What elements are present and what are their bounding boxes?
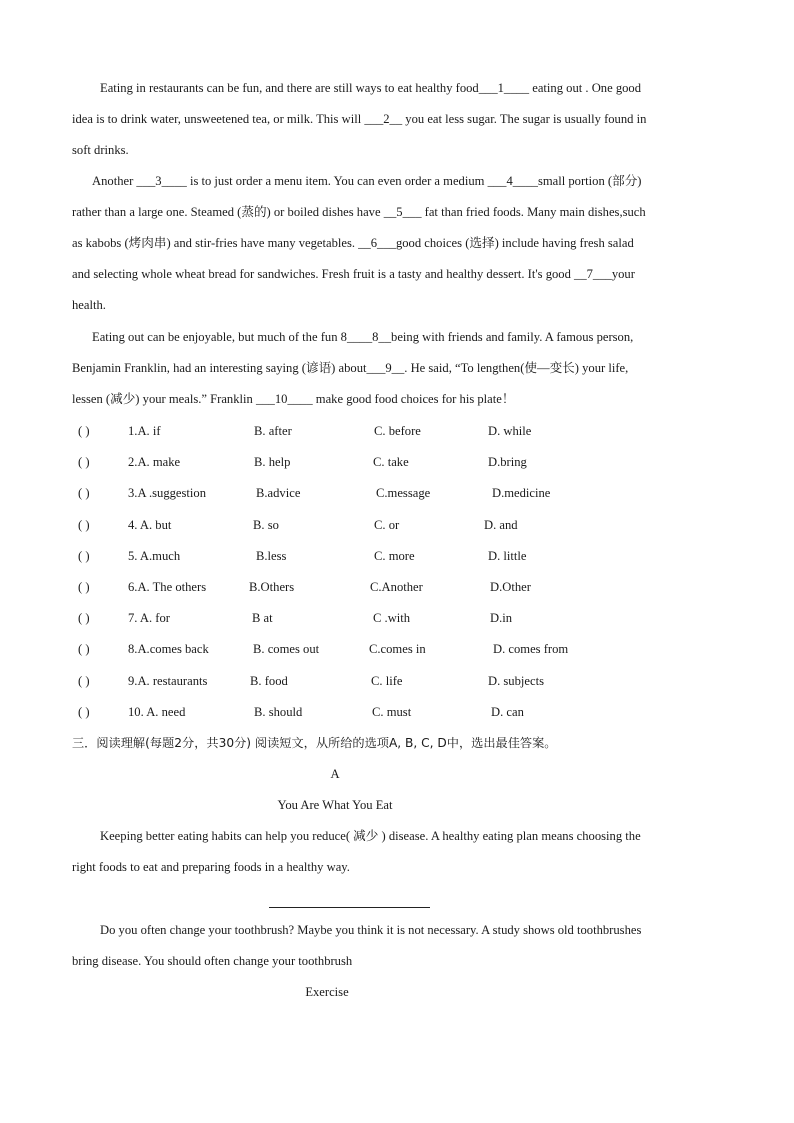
option-d: D. can — [491, 704, 524, 719]
option-a: 1.A. if — [128, 424, 161, 438]
question-row — [72, 510, 722, 541]
text-line: Benjamin Franklin, had an interesting saying (谚语) about___9__. He said, “To lengthen(使—变长) your life, — [72, 361, 629, 375]
blank-line — [269, 907, 430, 908]
text-line: and selecting whole wheat bread for sandwiches. Fresh fruit is a tasty and healthy dessert. It's good __7___your — [72, 267, 635, 281]
text-line: right foods to eat and preparing foods in a healthy way. — [72, 860, 350, 874]
passage-paragraph-3 — [72, 322, 724, 415]
option-a: 8.A.comes back — [128, 642, 209, 657]
option-a: 3.A .suggestion — [128, 486, 207, 501]
text-line: soft drinks. — [72, 143, 129, 157]
question-row — [72, 697, 722, 728]
option-d: D.in — [490, 611, 513, 626]
question-list — [72, 416, 722, 728]
option-b: B. after — [254, 424, 292, 438]
question-row — [72, 634, 722, 665]
option-a: 4. A. but — [128, 517, 172, 532]
option-b: B. food — [250, 673, 288, 688]
answer-blank: ( ) — [78, 486, 90, 501]
answer-blank: ( ) — [78, 611, 90, 626]
passage-paragraph-2 — [72, 166, 724, 321]
text-line: as kabobs (烤肉串) and stir-fries have many vegetables. __6___good choices (选择) include having fresh salad — [72, 236, 634, 250]
question-row — [72, 447, 722, 478]
option-c: C. take — [373, 455, 409, 470]
question-row — [72, 478, 722, 509]
option-a: 6.A. The others — [128, 579, 207, 594]
option-d: D.medicine — [492, 486, 551, 501]
option-b: B. help — [254, 455, 291, 470]
option-a: 5. A.much — [128, 548, 181, 563]
option-c: C.message — [376, 486, 431, 501]
passage-label-text: A — [330, 767, 340, 781]
option-d: D.Other — [490, 579, 531, 594]
option-b: B.less — [256, 548, 287, 563]
section-heading: 三．阅读理解(每题2分，共30分) 阅读短文，从所给的选项A, B, C, D中，选出最佳答案。 — [72, 736, 557, 750]
text-line: idea is to drink water, unsweetened tea, or milk. This will ___2__ you eat less sugar. The sugar is usually found in — [72, 112, 647, 126]
text-line: health. — [72, 298, 106, 312]
option-c: C.Another — [370, 579, 423, 594]
option-b: B. comes out — [253, 642, 320, 657]
answer-blank: ( ) — [78, 579, 90, 594]
text-line: Eating in restaurants can be fun, and there are still ways to eat healthy food___1____ eating out . One good — [100, 81, 642, 95]
text-line: rather than a large one. Steamed (蒸的) or boiled dishes have __5___ fat than fried foods. Many main dishes,such — [72, 205, 646, 219]
option-d: D. comes from — [493, 642, 569, 657]
answer-blank: ( ) — [78, 548, 90, 563]
answer-blank: ( ) — [78, 642, 90, 657]
text-line: Do you often change your toothbrush? Maybe you think it is not necessary. A study shows old toothbrushes — [100, 923, 642, 937]
option-b: B.Others — [249, 579, 295, 594]
option-a: 10. A. need — [128, 704, 186, 719]
option-b: B at — [252, 611, 273, 626]
answer-blank: ( ) — [78, 424, 90, 438]
text-line: Keeping better eating habits can help you reduce( 减少 ) disease. A healthy eating plan means choosing the — [100, 829, 641, 843]
exercise-heading — [0, 977, 794, 1008]
text-line: Another ___3____ is to just order a menu item. You can even order a medium ___4____small portion (部分) — [92, 174, 642, 188]
reading-paragraph-1 — [72, 821, 724, 883]
answer-blank: ( ) — [78, 455, 90, 470]
option-c: C. or — [374, 517, 400, 532]
option-c: C .with — [373, 611, 411, 626]
answer-blank: ( ) — [78, 673, 90, 688]
option-d: D. and — [484, 517, 518, 532]
option-b: B.advice — [256, 486, 301, 501]
reading-title-text: You Are What You Eat — [277, 798, 393, 812]
option-a: 2.A. make — [128, 455, 181, 470]
option-d: D.bring — [488, 455, 527, 470]
passage-paragraph-1 — [72, 73, 724, 166]
answer-blank: ( ) — [78, 704, 90, 719]
question-row — [72, 572, 722, 603]
question-row — [72, 666, 722, 697]
option-a: 9.A. restaurants — [128, 673, 208, 688]
option-c: C. more — [374, 548, 415, 563]
text-line: Eating out can be enjoyable, but much of the fun 8____8__being with friends and family. A famous person, — [92, 330, 634, 344]
option-b: B. should — [254, 704, 303, 719]
option-b: B. so — [253, 517, 279, 532]
option-d: D. while — [488, 424, 532, 438]
option-c: C. must — [372, 704, 412, 719]
option-c: C. life — [371, 673, 403, 688]
question-row — [72, 541, 722, 572]
question-row — [72, 416, 722, 447]
question-row — [72, 603, 722, 634]
passage-label — [0, 759, 794, 790]
reading-paragraph-2 — [72, 915, 724, 977]
reading-title — [0, 790, 794, 821]
text-line: bring disease. You should often change your toothbrush — [72, 954, 353, 968]
exercise-heading-text: Exercise — [305, 985, 349, 999]
text-line: lessen (减少) your meals.” Franklin ___10____ make good food choices for his plate！ — [72, 392, 515, 406]
option-c: C.comes in — [369, 642, 426, 657]
option-d: D. little — [488, 548, 527, 563]
option-a: 7. A. for — [128, 611, 170, 626]
option-d: D. subjects — [488, 673, 544, 688]
option-c: C. before — [374, 424, 421, 438]
answer-blank: ( ) — [78, 517, 90, 532]
